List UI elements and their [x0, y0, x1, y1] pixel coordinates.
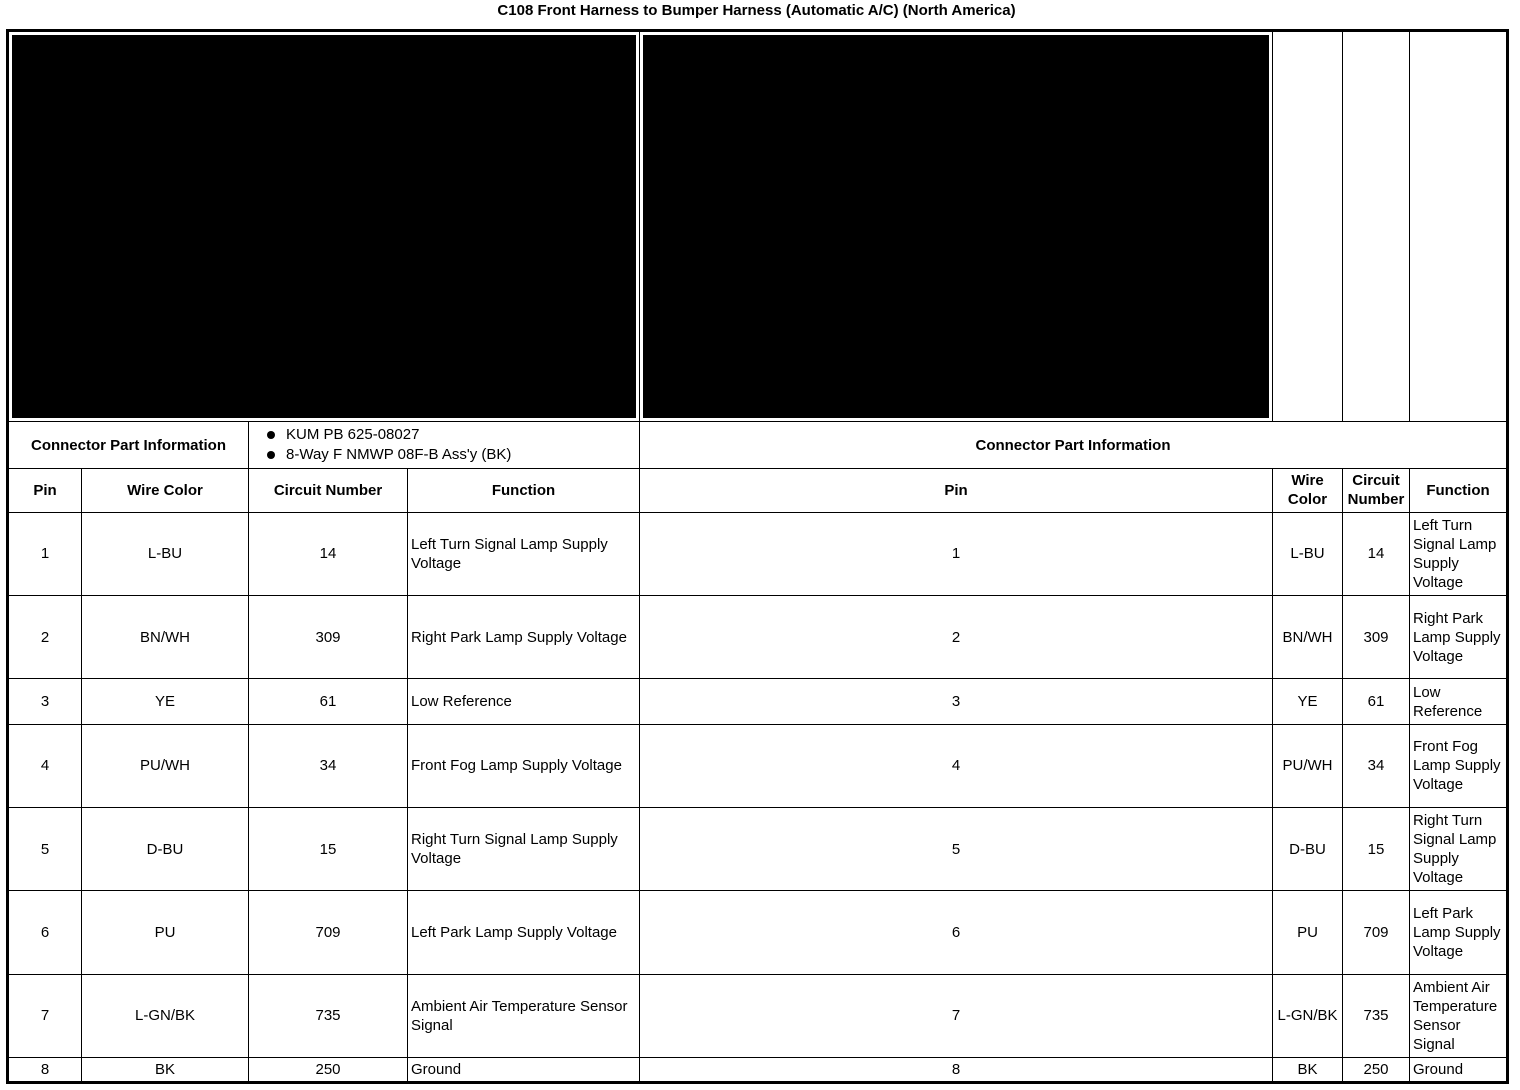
connector-table [6, 29, 1509, 1084]
function-cell: Left Turn Signal Lamp Supply Voltage [408, 512, 640, 595]
function-cell: Right Park Lamp Supply Voltage [408, 596, 640, 679]
blank-cell [1343, 31, 1410, 422]
pin-cell: 1 [640, 512, 1273, 595]
wire-color-cell: PU/WH [82, 724, 249, 807]
table-row [8, 807, 1508, 890]
part-info-item: KUM PB 625-08027 [262, 425, 636, 445]
pin-cell: 8 [8, 1057, 82, 1082]
pin-cell: 5 [640, 807, 1273, 890]
pin-cell: 8 [640, 1057, 1273, 1082]
pin-cell: 1 [8, 512, 82, 595]
function-cell: Left Park Lamp Supply Voltage [408, 891, 640, 974]
pin-cell: 4 [8, 724, 82, 807]
wire-color-cell: D-BU [82, 807, 249, 890]
pin-cell: 5 [8, 807, 82, 890]
function-cell: Front Fog Lamp Supply Voltage [408, 724, 640, 807]
wire-color-cell: L-GN/BK [82, 974, 249, 1057]
function-cell: Low Reference [408, 679, 640, 724]
wire-color-cell: L-GN/BK [1273, 974, 1343, 1057]
circuit-cell: 61 [249, 679, 408, 724]
circuit-cell: 34 [249, 724, 408, 807]
left-part-info-list-cell [249, 422, 640, 468]
circuit-cell: 14 [1343, 512, 1410, 595]
blank-cell [1273, 31, 1343, 422]
wire-color-cell: BK [1273, 1057, 1343, 1082]
table-row [8, 1057, 1508, 1082]
circuit-cell: 15 [249, 807, 408, 890]
circuit-cell: 15 [1343, 807, 1410, 890]
function-cell: Right Turn Signal Lamp Supply Voltage [408, 807, 640, 890]
col-header-circuit-number: Circuit Number [1343, 468, 1410, 512]
function-cell: Left Park Lamp Supply Voltage [1410, 891, 1508, 974]
pin-cell: 7 [8, 974, 82, 1057]
circuit-cell: 250 [1343, 1057, 1410, 1082]
circuit-cell: 250 [249, 1057, 408, 1082]
col-header-function: Function [1410, 468, 1508, 512]
col-header-function: Function [408, 468, 640, 512]
wire-color-cell: YE [82, 679, 249, 724]
left-connector-image-cell [8, 31, 640, 422]
blank-cell [1410, 31, 1508, 422]
circuit-cell: 61 [1343, 679, 1410, 724]
function-cell: Ground [1410, 1057, 1508, 1082]
circuit-cell: 709 [1343, 891, 1410, 974]
left-part-info-label: Connector Part Information [8, 422, 249, 468]
wire-color-cell: L-BU [1273, 512, 1343, 595]
wire-color-cell: YE [1273, 679, 1343, 724]
table-row [8, 974, 1508, 1057]
pin-cell: 2 [640, 596, 1273, 679]
table-row [8, 679, 1508, 724]
wire-color-cell: L-BU [82, 512, 249, 595]
function-cell: Low Reference [1410, 679, 1508, 724]
left-connector-image [12, 35, 636, 418]
part-info-list [252, 425, 636, 465]
pin-cell: 6 [8, 891, 82, 974]
circuit-cell: 14 [249, 512, 408, 595]
circuit-cell: 735 [1343, 974, 1410, 1057]
function-cell: Ambient Air Temperature Sensor Signal [1410, 974, 1508, 1057]
table-row [8, 596, 1508, 679]
pin-cell: 4 [640, 724, 1273, 807]
page-title: C108 Front Harness to Bumper Harness (Automatic A/C) (North America) [497, 2, 1016, 19]
col-header-pin: Pin [8, 468, 82, 512]
wire-color-cell: PU [1273, 891, 1343, 974]
pin-cell: 7 [640, 974, 1273, 1057]
circuit-cell: 735 [249, 974, 408, 1057]
wire-color-cell: PU/WH [1273, 724, 1343, 807]
col-header-pin: Pin [640, 468, 1273, 512]
function-cell: Ground [408, 1057, 640, 1082]
right-connector-image [643, 35, 1269, 418]
wire-color-cell: D-BU [1273, 807, 1343, 890]
pin-cell: 3 [640, 679, 1273, 724]
function-cell: Right Park Lamp Supply Voltage [1410, 596, 1508, 679]
circuit-cell: 309 [1343, 596, 1410, 679]
function-cell: Right Turn Signal Lamp Supply Voltage [1410, 807, 1508, 890]
pin-cell: 6 [640, 891, 1273, 974]
col-header-circuit-number: Circuit Number [249, 468, 408, 512]
wire-color-cell: BN/WH [1273, 596, 1343, 679]
function-cell: Front Fog Lamp Supply Voltage [1410, 724, 1508, 807]
table-row [8, 724, 1508, 807]
col-header-wire-color: Wire Color [82, 468, 249, 512]
function-cell: Left Turn Signal Lamp Supply Voltage [1410, 512, 1508, 595]
pin-cell: 3 [8, 679, 82, 724]
col-header-wire-color: Wire Color [1273, 468, 1343, 512]
table-row [8, 891, 1508, 974]
wire-color-cell: PU [82, 891, 249, 974]
function-cell: Ambient Air Temperature Sensor Signal [408, 974, 640, 1057]
wire-color-cell: BN/WH [82, 596, 249, 679]
right-part-info-label: Connector Part Information [640, 422, 1508, 468]
part-info-item: 8-Way F NMWP 08F-B Ass'y (BK) [262, 445, 636, 465]
table-row [8, 512, 1508, 595]
circuit-cell: 309 [249, 596, 408, 679]
wire-color-cell: BK [82, 1057, 249, 1082]
right-connector-image-cell [640, 31, 1273, 422]
pin-cell: 2 [8, 596, 82, 679]
circuit-cell: 709 [249, 891, 408, 974]
circuit-cell: 34 [1343, 724, 1410, 807]
